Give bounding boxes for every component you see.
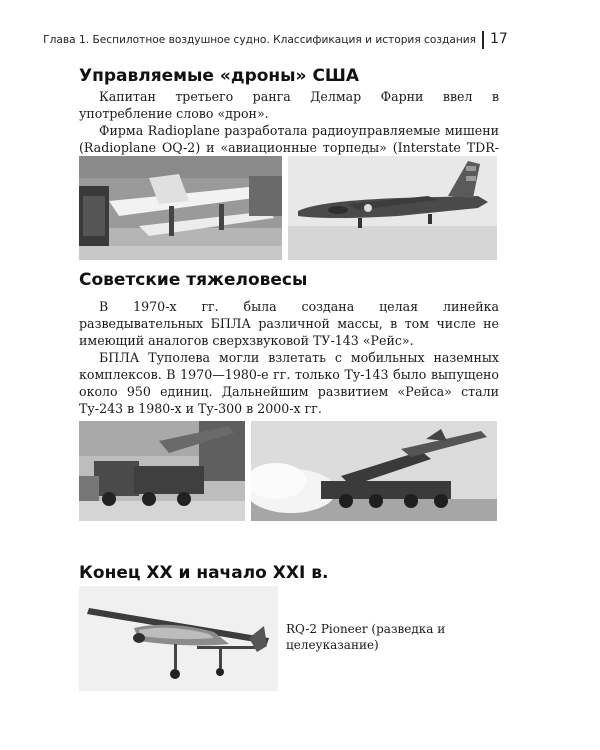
paragraph-tu143-text: В 1970-х гг. была создана целая линейка разведывательных БПЛА различной массы, в том числе не имеющий аналогов сверхзвуковой ТУ-143 «Рейс». xyxy=(79,299,499,348)
paragraph-tu143 xyxy=(79,298,499,349)
paragraph-farney-text: Капитан третьего ранга Делмар Фарни ввел в употребление слово «дрон». xyxy=(79,89,499,121)
photo-interstate-tdr1 xyxy=(288,156,497,260)
header-separator xyxy=(482,31,484,49)
running-header xyxy=(43,31,520,51)
photo-tu143-launcher-museum xyxy=(79,421,245,521)
section-heading-us-drones: Управляемые «дроны» США xyxy=(79,66,360,86)
paragraph-radioplane-text: Фирма Radioplane разработала радиоуправляемые мишени (Radioplane OQ-2) и «авиационные торпеды» (Interstate TDR- xyxy=(79,123,499,155)
section-heading-late-20th: Конец XX и начало XXI в. xyxy=(79,563,329,583)
paragraph-tupolev xyxy=(79,349,499,417)
section-heading-soviet-heavyweights: Советские тяжеловесы xyxy=(79,270,308,290)
paragraph-tupolev-text: БПЛА Туполева могли взлетать с мобильных наземных комплексов. В 1970—1980-е гг. только Ту-143 было выпущено около 950 единиц. Дальнейшим развитием «Рейса» стали Ту-243 в 1980-х и Ту-300 в 2000-х гг. xyxy=(79,350,499,416)
photo-caption-pioneer: RQ-2 Pioneer (разведка и целеуказание) xyxy=(286,622,446,652)
running-title: Глава 1. Беспилотное воздушное судно. Классификация и история создания xyxy=(43,34,476,46)
photo-radioplane-oq2 xyxy=(79,156,282,260)
photo-tu143-launch xyxy=(251,421,497,521)
photo-rq2-pioneer xyxy=(79,586,278,691)
paragraph-farney xyxy=(79,88,499,122)
page-number: 17 xyxy=(490,31,508,47)
